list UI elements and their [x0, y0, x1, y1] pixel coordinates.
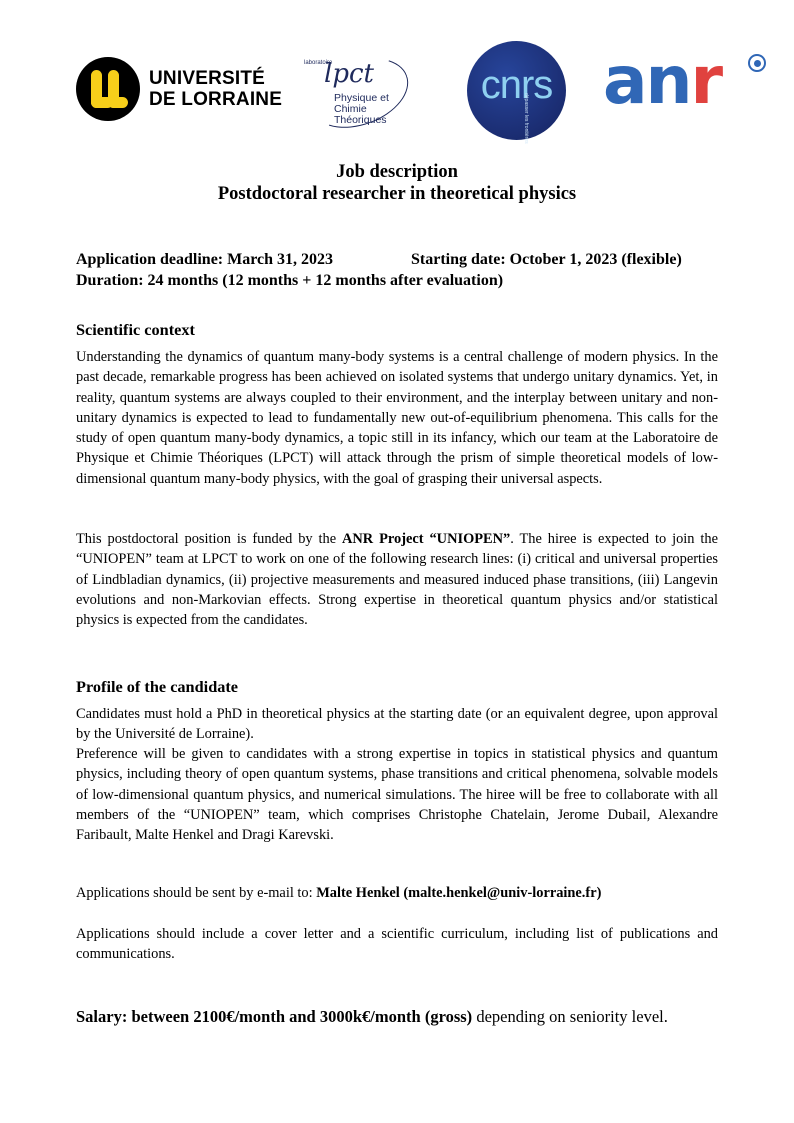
lpct-logo	[304, 57, 408, 127]
application-deadline: Application deadline: March 31, 2023	[76, 251, 334, 268]
application-email-label: Applications should be sent by e-mail to:	[76, 885, 317, 901]
funding-project-name: ANR Project “UNIOPEN”	[342, 531, 511, 547]
cnrs-wordmark: cnrs	[480, 63, 553, 107]
anr-target-icon	[748, 54, 766, 72]
universite-de-lorraine-logo	[76, 57, 282, 121]
duration: Duration: 24 months (12 months + 12 months after evaluation)	[76, 272, 504, 289]
title-line-2: Postdoctoral researcher in theoretical physics	[217, 184, 577, 204]
ul-emblem-icon	[76, 57, 140, 121]
document-title	[0, 161, 794, 205]
anr-letter-r: r	[690, 42, 722, 119]
lpct-small-label: laboratoire	[304, 60, 333, 66]
ul-wordmark	[149, 68, 282, 110]
profile-heading: Profile of the candidate	[76, 677, 239, 696]
starting-date: Starting date: October 1, 2023 (flexible)	[411, 251, 682, 268]
funding-paragraph	[76, 529, 718, 630]
application-email-line	[76, 883, 718, 903]
salary-note: depending on seniority level.	[472, 1007, 668, 1026]
anr-wordmark	[603, 42, 722, 119]
cnrs-tagline: dépasser les frontières	[523, 93, 529, 144]
funding-text-pre: This postdoctoral position is funded by the	[76, 531, 343, 547]
logo-header	[0, 0, 794, 150]
dates-row	[76, 250, 682, 270]
salary-line	[76, 1007, 736, 1027]
application-contact[interactable]: Malte Henkel (malte.henkel@univ-lorraine.fr)	[316, 885, 602, 901]
funding-text-post: . The hiree is expected to join the “UNIOPEN” team at LPCT to work on one of the following research lines: (i) critical and universal properties of Lindbladian dynamics, (ii) projective measurements and measured induced phase transitions, (iii) Langevin evolutions and non-Markovian effects. Strong expertise in theoretical quantum physics and/or statistical physics is expected from the candidates.	[76, 531, 718, 629]
salary-range: Salary: between 2100€/month and 3000k€/month (gross)	[76, 1007, 473, 1026]
lpct-acronym: lpct	[324, 59, 374, 89]
ul-line2: DE LORRAINE	[149, 89, 283, 110]
application-documents-paragraph: Applications should include a cover letter and a scientific curriculum, including list of publications and communications.	[76, 926, 718, 963]
lpct-name: Physique et Chimie Théoriques	[334, 92, 389, 126]
profile-preference-paragraph: Preference will be given to candidates with a strong expertise in topics in statistical physics and quantum physics, including theory of open quantum systems, phase transitions and critical phenomena, solvable models of low-dimensional quantum physics, and numerical simulations. The hiree will be free to collaborate with all members of the “UNIOPEN” team, which comprises Christophe Chatelain, Jerome Dubail, Alexandre Faribault, Malte Henkel and Dragi Karevski.	[76, 746, 718, 844]
anr-logo	[603, 42, 722, 119]
profile-requirement-paragraph: Candidates must hold a PhD in theoretical physics at the starting date (or an equivalent degree, upon approval by the Université de Lorraine).	[76, 706, 718, 743]
title-line-1: Job description	[336, 162, 458, 182]
anr-letter-n: n	[645, 42, 691, 119]
anr-letter-a: a	[603, 42, 646, 119]
ul-line1: UNIVERSITÉ	[149, 68, 266, 89]
scientific-context-heading: Scientific context	[76, 320, 195, 339]
scientific-context-paragraph: Understanding the dynamics of quantum many-body systems is a central challenge of modern physics. In the past decade, remarkable progress has been achieved on isolated systems that undergo unitary dynamics. Yet, in reality, quantum systems are always coupled to their environment, and the interplay between unitary and non-unitary dynamics is expected to lead to fundamentally new out-of-equilibrium phenomena. This calls for the study of open quantum many-body dynamics, a topic still in its infancy, which our team at the Laboratoire de Physique et Chimie Théoriques (LPCT) will attack through the prism of simple theoretical models of low-dimensional quantum many-body physics, with the goal of grasping their universal aspects.	[76, 349, 718, 487]
cnrs-logo	[467, 41, 566, 144]
